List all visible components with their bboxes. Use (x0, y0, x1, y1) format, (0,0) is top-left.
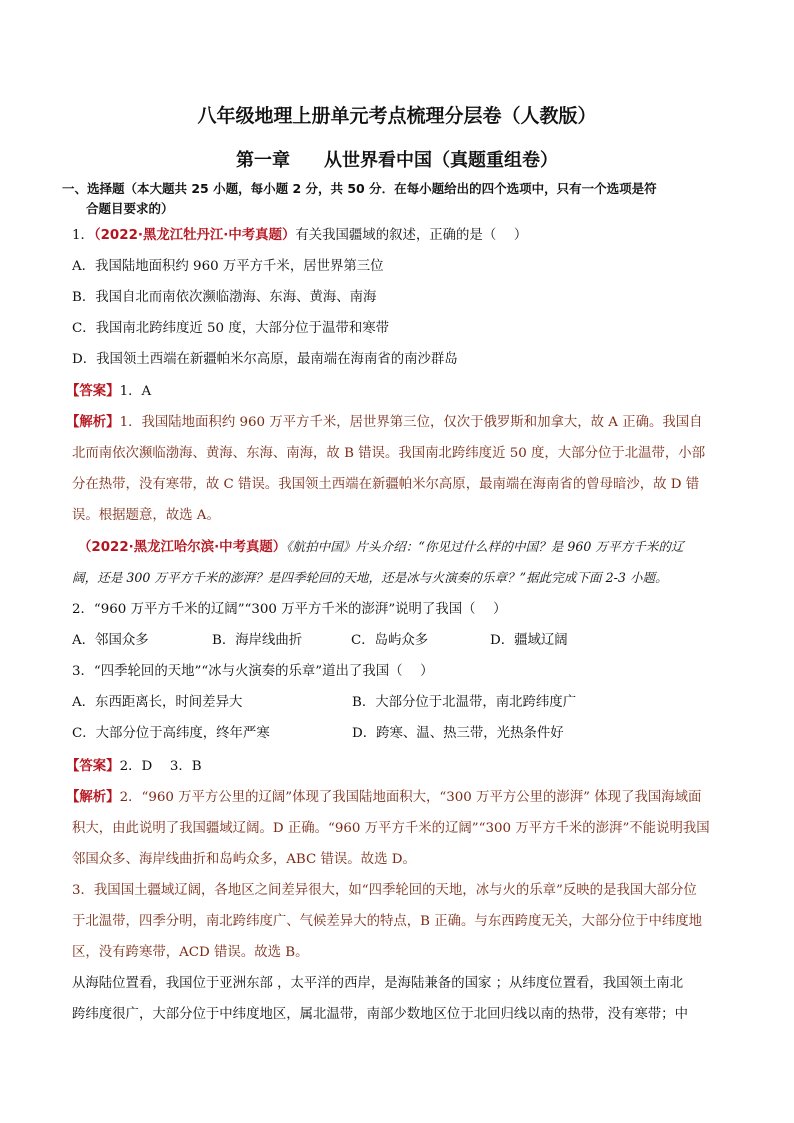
question-1-answer (66, 382, 726, 402)
question-1-option-b: B．我国自北而南依次濒临渤海、东海、黄海、南海 (72, 290, 377, 305)
section-heading-line-1: 一、选择题（本大题共 25 小题，每小题 2 分，共 50 分．在每小题给出的四个选项中，只有一个选项是符 (62, 181, 657, 196)
question-3-option-d: D．跨寒、温、热三带，光热条件好 (352, 726, 564, 741)
question-1-option-c: C．我国南北跨纬度近 50 度，大部分位于温带和寒带 (72, 321, 389, 336)
question-3-analysis-line-2: 于北温带，四季分明，南北跨纬度广、气候差异大的特点，B 正确。与东西跨度无关，大部分位于中纬度地 (72, 914, 703, 929)
question-1-option-a: A．我国陆地面积约 960 万平方千米，居世界第三位 (72, 259, 384, 274)
chapter-name: 从世界看中国（真题重组卷） (324, 150, 558, 171)
question-1-number: 1． (72, 228, 94, 243)
analysis-tag: 【解析】 (66, 790, 120, 805)
question-2-option-d: D．疆域辽阔 (490, 633, 568, 648)
question-1-text: 有关我国疆域的叙述，正确的是（ ） (295, 228, 528, 243)
answer-value: 1．A (119, 384, 152, 399)
question-1-source: （2022·黑龙江牡丹江·中考真题） (93, 228, 296, 243)
question-2-option-a: A．邻国众多 (72, 633, 149, 648)
question-3-stem: 3．“四季轮回的天地”“冰与火演奏的乐章”道出了我国（ ） (72, 664, 434, 679)
question-2-analysis-line-1 (66, 788, 726, 808)
chapter-number: 第一章 (236, 150, 290, 171)
section-heading-line-2: 合题目要求的） (86, 201, 174, 216)
question-1-analysis-line-2: 北而南依次濒临渤海、黄海、东海、南海，故 B 错误。我国南北跨纬度近 50 度，大部分位于北温带，小部 (72, 446, 706, 461)
question-2-stem: 2．“960 万平方千米的辽阔”“300 万平方千米的澎湃”说明了我国（ ） (72, 602, 507, 617)
group-2-3-intro-line-2: 阔，还是 300 万平方千米的澎湃？是四季轮回的天地，还是冰与火演奏的乐章？”据此完成下面 2-3 小题。 (72, 570, 668, 585)
question-1-analysis-line-1 (66, 413, 726, 433)
group-2-3-answer (66, 757, 726, 777)
question-2-option-b: B．海岸线曲折 (212, 633, 303, 648)
document-title: 八年级地理上册单元考点梳理分层卷（人教版） (197, 105, 597, 127)
question-1-analysis-line-4: 误。根据题意，故选 A。 (72, 508, 220, 523)
answer-value: 2．D 3．B (119, 759, 202, 774)
group-2-3-intro-line-1 (78, 537, 738, 558)
question-3-option-a: A．东西距离长，时间差异大 (72, 695, 243, 710)
answer-tag: 【答案】 (66, 384, 120, 399)
question-3-option-b: B．大部分位于北温带，南北跨纬度广 (352, 695, 577, 710)
question-1-option-d: D．我国领土西端在新疆帕米尔高原，最南端在海南省的南沙群岛 (72, 352, 458, 367)
question-3-options-row-1 (72, 693, 732, 713)
analysis-text: 1．我国陆地面积约 960 万平方千米，居世界第三位，仅次于俄罗斯和加拿大，故 A 正确。我国自 (119, 415, 703, 430)
question-3-analysis-line-1: 3．我国国土疆域辽阔，各地区之间差异很大，如“四季轮回的天地，冰与火的乐章”反映的是我国大部分位 (72, 883, 697, 898)
extra-note-line-1: 从海陆位置看，我国位于亚洲东部 ，太平洋的西岸，是海陆兼备的国家 ；从纬度位置看，我国领土南北 (72, 976, 684, 991)
question-2-option-c: C．岛屿众多 (351, 633, 429, 648)
question-2-analysis-line-2: 积大，由此说明了我国疆域辽阔。D 正确。“960 万平方千米的辽阔”“300 万平方千米的澎湃”不能说明我国 (72, 821, 710, 836)
analysis-tag: 【解析】 (66, 415, 120, 430)
question-3-analysis-line-3: 区，没有跨寒带，ACD 错误。故选 B。 (72, 945, 309, 960)
question-1-analysis-line-3: 分在热带，没有寒带，故 C 错误。我国领土西端在新疆帕米尔高原，最南端在海南省的曾母暗沙，故 D 错 (72, 477, 700, 492)
question-1-stem (72, 226, 732, 246)
chapter-title (0, 146, 794, 172)
answer-tag: 【答案】 (66, 759, 120, 774)
analysis-text: 2．“960 万平方公里的辽阔”体现了我国陆地面积大，“300 万平方公里的澎湃” 体现了我国海域面 (119, 790, 702, 805)
group-2-3-intro: 《航拍中国》片头介绍：“你见过什么样的中国？是 960 万平方千米的辽 (286, 539, 684, 554)
question-3-options-row-2 (72, 724, 732, 744)
group-2-3-source: （2022·黑龙江哈尔滨·中考真题） (78, 540, 287, 555)
question-2-analysis-line-3: 邻国众多、海岸线曲折和岛屿众多，ABC 错误。故选 D。 (72, 852, 416, 867)
question-3-option-c: C．大部分位于高纬度，终年严寒 (72, 726, 270, 741)
question-2-options (72, 631, 732, 651)
extra-note-line-2: 跨纬度很广，大部分位于中纬度地区，属北温带，南部少数地区位于北回归线以南的热带，没有寒带；中 (72, 1007, 688, 1022)
